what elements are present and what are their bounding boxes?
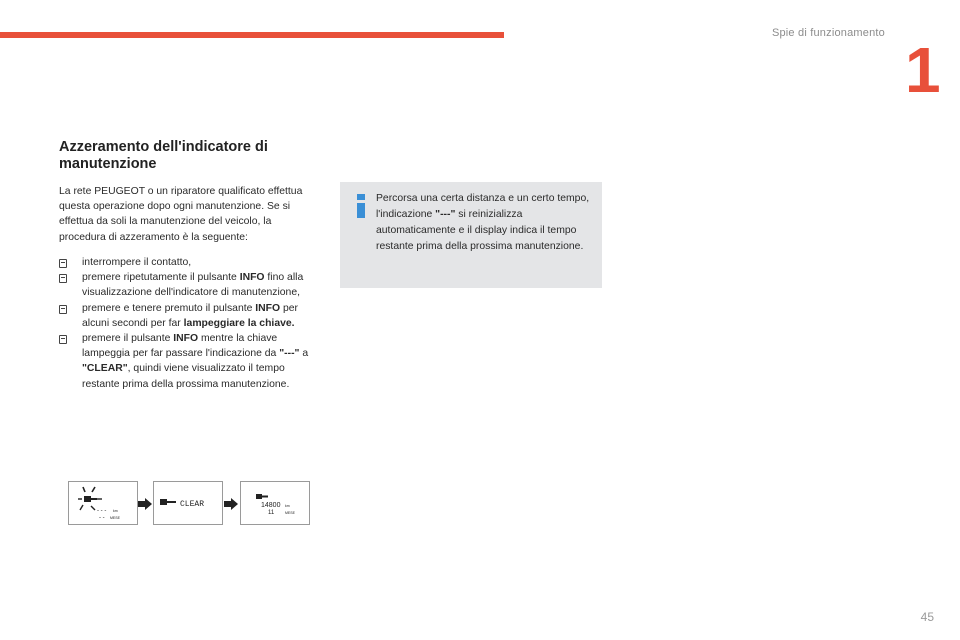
section-name: Spie di funzionamento — [771, 27, 885, 39]
checkbox-bullet-icon — [59, 259, 67, 268]
checkbox-bullet-icon — [59, 305, 67, 314]
mese-unit: MESE — [285, 511, 295, 515]
clear-text: CLEAR — [180, 500, 205, 509]
info-icon — [350, 193, 372, 219]
mese-unit: MESE — [110, 516, 120, 520]
info-text — [376, 191, 598, 255]
wrench-icon — [84, 496, 97, 502]
step-text: interrompere il contatto, — [82, 257, 192, 268]
display-remaining-graphic — [241, 482, 309, 524]
step-text: a — [299, 348, 309, 360]
wrench-icon — [256, 494, 268, 499]
page-number: 45 — [920, 610, 934, 624]
section-heading: Azzeramento dell'indicatore di manutenzione — [59, 139, 268, 172]
step-text: premere ripetutamente il pulsante — [82, 272, 240, 284]
step-bold: INFO — [255, 302, 281, 314]
chapter-number: 1 — [905, 34, 941, 106]
km-dashes: - - - — [97, 508, 107, 514]
display-panel-clear — [153, 481, 223, 525]
header-accent-bar — [0, 32, 504, 38]
info-text-part: si reinizializza automaticamente e il display indica il tempo restante prima della prossima manutenzione. — [376, 209, 584, 252]
display-panel-remaining — [240, 481, 310, 525]
wrench-icon — [160, 499, 176, 505]
step-bold: INFO — [239, 272, 265, 284]
step-text: premere il pulsante — [82, 333, 174, 345]
step-bold: "CLEAR" — [82, 363, 128, 375]
mese-dashes: - - — [99, 515, 105, 521]
arrow-right-icon — [224, 497, 238, 511]
display-clear-graphic — [154, 482, 222, 524]
info-text-bold: "---" — [435, 209, 456, 220]
step-item — [59, 301, 321, 331]
step-item — [59, 270, 321, 300]
km-unit: km — [285, 504, 290, 508]
step-text: mentre la chiave lampeggia per far passare l'indicazione da — [82, 333, 280, 360]
step-text: premere e tenere premuto il pulsante — [82, 302, 256, 314]
step-bold: lampeggiare la chiave. — [183, 317, 295, 329]
step-text: , quindi viene visualizzato il tempo restante prima della prossima manutenzione. — [82, 363, 290, 390]
procedure-steps — [59, 255, 321, 392]
mese-value: 11 — [268, 510, 275, 516]
step-text: per alcuni secondi per far — [82, 302, 299, 329]
info-box — [340, 182, 602, 288]
checkbox-bullet-icon — [59, 335, 67, 344]
display-panel-dashes — [68, 481, 138, 525]
step-item — [59, 331, 321, 392]
step-bold: "---" — [279, 348, 300, 360]
km-value: 14800 — [261, 502, 281, 509]
intro-paragraph: La rete PEUGEOT o un riparatore qualificato effettua questa operazione dopo ogni manutenzione. Se si effettua da soli la manutenzione del veicolo, la procedura di azzeramento è la seguente: — [59, 186, 303, 243]
step-item — [59, 255, 321, 270]
step-bold: INFO — [173, 333, 199, 345]
arrow-right-icon — [138, 497, 152, 511]
checkbox-bullet-icon — [59, 274, 67, 283]
km-unit: km — [113, 509, 118, 513]
info-text-part: Percorsa una certa distanza e un certo tempo, l'indicazione — [376, 193, 590, 220]
display-dashes-graphic — [69, 482, 137, 524]
step-text: fino alla visualizzazione dell'indicatore di manutenzione, — [82, 272, 304, 299]
